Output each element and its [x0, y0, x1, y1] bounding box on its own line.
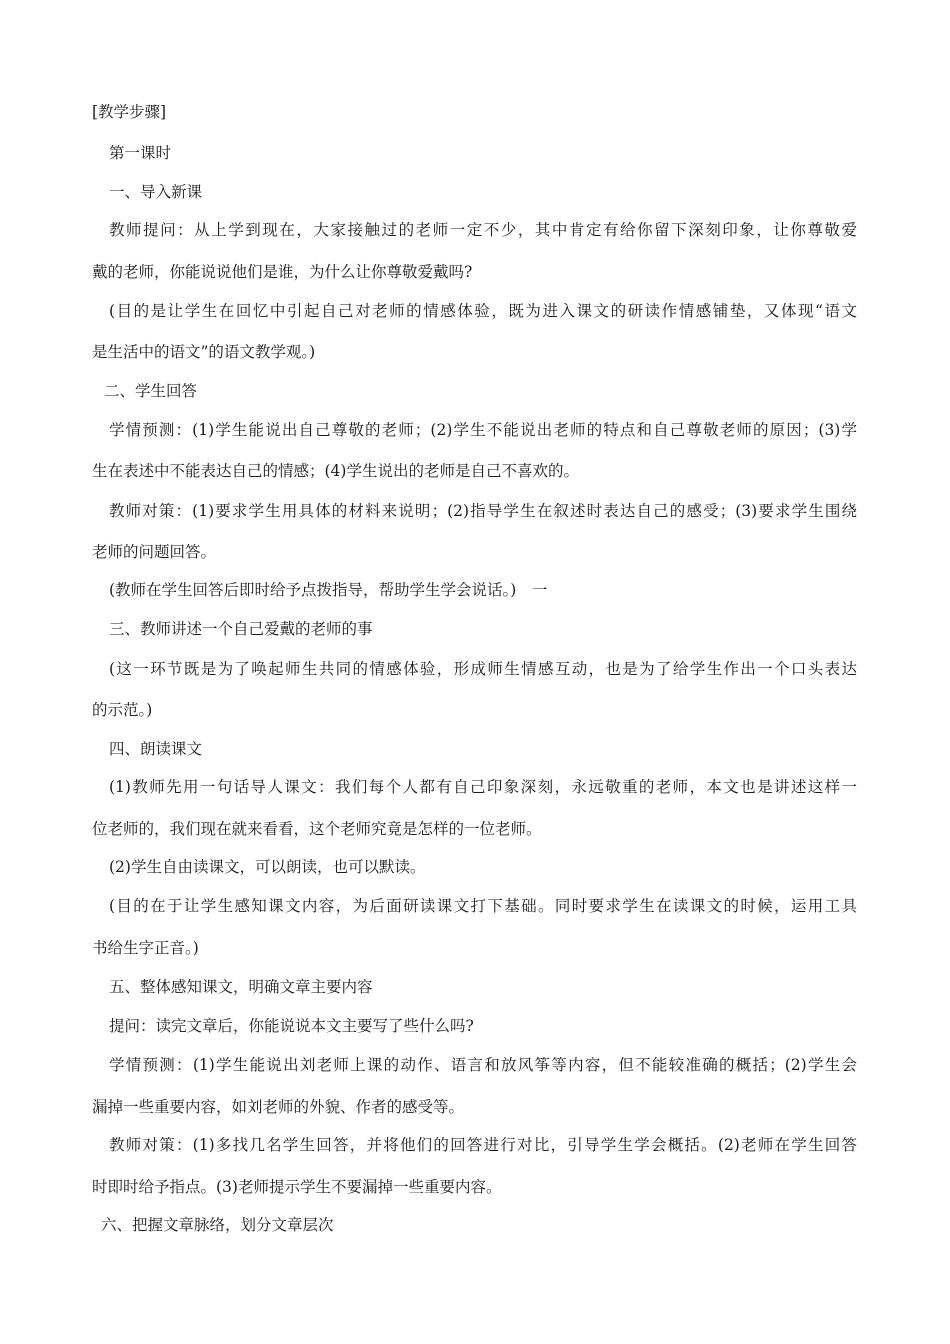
paragraph-line: 提问：读完文章后，你能说说本文主要写了些什么吗? [109, 1017, 474, 1035]
paragraph-line: 位老师的，我们现在就来看看，这个老师究竟是怎样的一位老师。 [92, 820, 542, 838]
paragraph-line: 是生活中的语文”的语文教学观。) [92, 343, 316, 361]
paragraph-line: 戴的老师，你能说说他们是谁，为什么让你尊敬爱戴吗? [92, 263, 473, 281]
paragraph-line: 生在表述中不能表达自己的情感；(4)学生说出的老师是自己不喜欢的。 [92, 462, 579, 480]
paragraph-line: 的示范。) [92, 701, 153, 719]
paragraph-line: 漏掉一些重要内容，如刘老师的外貌、作者的感受等。 [92, 1098, 465, 1116]
paragraph-line: (教师在学生回答后即时给予点拨指导，帮助学生学会说话。) 一 [109, 581, 548, 599]
heading-first-lesson: 第一课时 [109, 144, 172, 162]
paragraph-line: (1)教师先用一句话导人课文：我们每个人都有自己印象深刻，永远敬重的老师，本文也是讲述这样一 [109, 778, 857, 796]
paragraph-line: (这一环节既是为了唤起师生共同的情感体验，形成师生情感互动，也是为了给学生作出一个口头表达 [109, 660, 857, 678]
section-heading-4: 四、朗读课文 [109, 740, 203, 758]
paragraph-line: 学情预测：(1)学生能说出自己尊敬的老师；(2)学生不能说出老师的特点和自己尊敬老师的原因；(3)学 [109, 421, 857, 439]
paragraph-line: 教师对策：(1)要求学生用具体的材料来说明；(2)指导学生在叙述时表达自己的感受；(3)要求学生围绕 [109, 502, 857, 520]
section-heading-3: 三、教师讲述一个自己爱戴的老师的事 [109, 620, 373, 638]
paragraph-line: (目的是让学生在回忆中引起自己对老师的情感体验，既为进入课文的研读作情感铺垫，又体现“语文 [109, 302, 857, 320]
paragraph-line: (目的在于让学生感知课文内容，为后面研读课文打下基础。同时要求学生在读课文的时候，运用工具 [109, 897, 857, 915]
heading-teaching-steps: [教学步骤] [92, 103, 167, 121]
section-heading-6: 六、把握文章脉络，划分文章层次 [101, 1216, 334, 1234]
paragraph-line: 教师对策：(1)多找几名学生回答，并将他们的回答进行对比，引导学生学会概括。(2)老师在学生回答 [109, 1136, 857, 1154]
section-heading-2: 二、学生回答 [104, 382, 198, 400]
paragraph-line: 书给生字正音。) [92, 939, 199, 957]
paragraph-line: 时即时给予指点。(3)老师提示学生不要漏掉一些重要内容。 [92, 1178, 502, 1196]
paragraph-line: 老师的问题回答。 [92, 543, 217, 561]
paragraph-line: 学情预测：(1)学生能说出刘老师上课的动作、语言和放风筝等内容，但不能较准确的概括；(2)学生会 [109, 1056, 857, 1074]
paragraph-line: 教师提问：从上学到现在，大家接触过的老师一定不少，其中肯定有给你留下深刻印象，让你尊敬爱 [109, 221, 857, 239]
section-heading-5: 五、整体感知课文，明确文章主要内容 [109, 978, 373, 996]
section-heading-1: 一、导入新课 [109, 183, 203, 201]
paragraph-line: (2)学生自由读课文，可以朗读，也可以默读。 [109, 858, 426, 876]
